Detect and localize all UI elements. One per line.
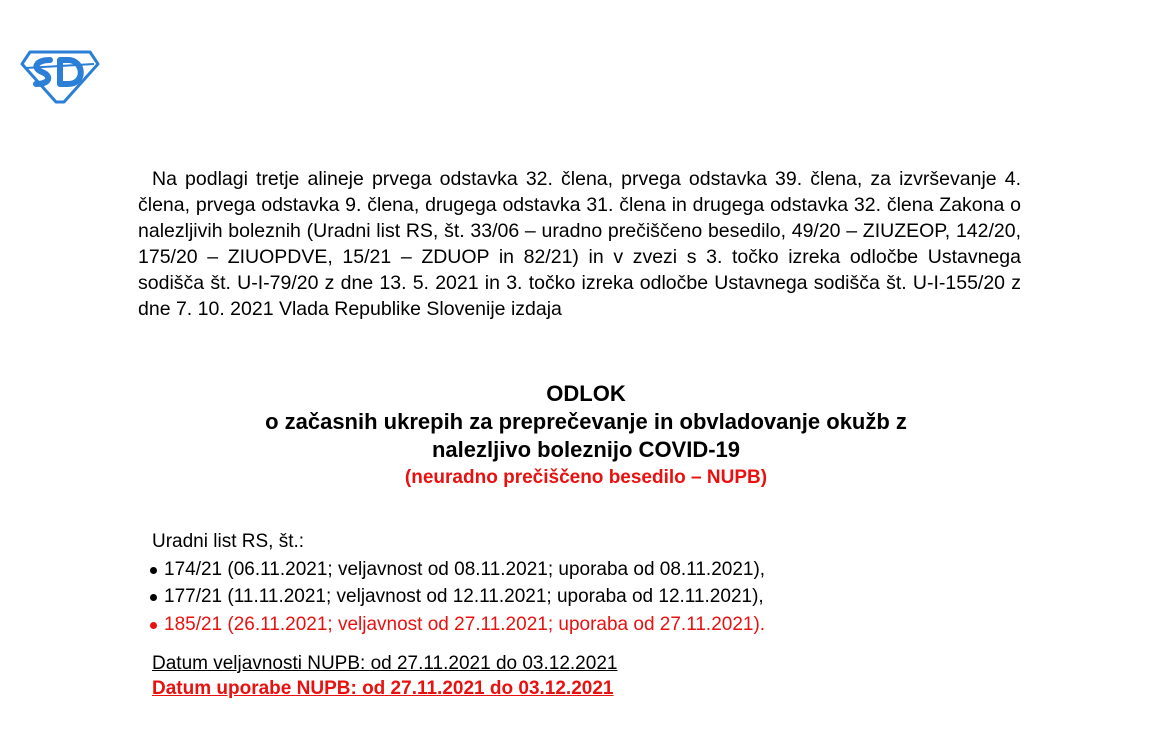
bullet-icon: [150, 622, 157, 629]
gazette-list: [152, 556, 1052, 639]
bullet-icon: [150, 567, 157, 574]
unofficial-consolidated-note: (neuradno prečiščeno besedilo – NUPB): [404, 467, 768, 488]
document-subtitle-line-1: o začasnih ukrepih za preprečevanje in obvladovanje okužb z: [265, 409, 907, 434]
bullet-icon: [150, 594, 157, 601]
government-logo-icon: [20, 46, 100, 104]
document-title-block: [138, 380, 1034, 491]
intro-paragraph: Na podlagi tretje alineje prvega odstavka 32. člena, prvega odstavka 39. člena, za izvrševanje 4. člena, prvega odstavka 9. člena, drugega odstavka 31. člena in drugega odstavka 32. člena Zakona o nalezljivih boleznih (Uradni list RS, št. 33/06 – uradno prečiščeno besedilo, 49/20 – ZIUZEOP, 142/20, 175/20 – ZIUOPDVE, 15/21 – ZDUOP in 82/21) in v zvezi s 3. točko izreka odločbe Ustavnega sodišča št. U-I-79/20 z dne 13. 5. 2021 in 3. točko izreka odločbe Ustavnega sodišča št. U-I-155/20 z dne 7. 10. 2021 Vlada Republike Slovenije izdaja: [138, 168, 1021, 320]
document-subtitle-line-2: nalezljivo boleznijo COVID-19: [431, 437, 741, 462]
gazette-list-item-current: 185/21 (26.11.2021; veljavnost od 27.11.2021; uporaba od 27.11.2021).: [150, 611, 1052, 639]
validity-date-line: Datum veljavnosti NUPB: od 27.11.2021 do 03.12.2021: [152, 653, 618, 674]
gazette-list-item: 177/21 (11.11.2021; veljavnost od 12.11.2021; uporaba od 12.11.2021),: [150, 583, 1052, 611]
gazette-label: Uradni list RS, št.:: [152, 531, 305, 552]
validity-dates: [152, 651, 617, 701]
gazette-list-item: 174/21 (06.11.2021; veljavnost od 08.11.2021; uporaba od 08.11.2021),: [150, 556, 1052, 584]
gazette-list-block: [152, 528, 1052, 638]
document-heading: ODLOK: [546, 381, 626, 406]
use-date-line: Datum uporabe NUPB: od 27.11.2021 do 03.12.2021: [152, 678, 614, 699]
